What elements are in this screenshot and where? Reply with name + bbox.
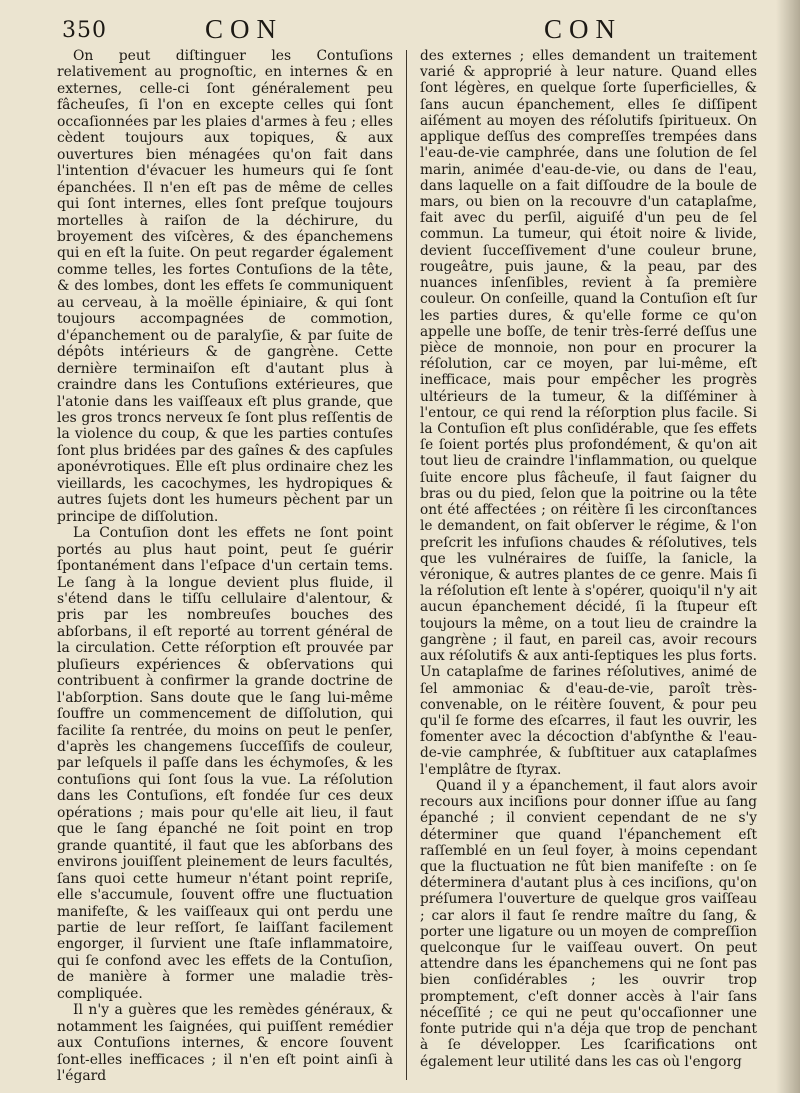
left-running-head: CON [205, 14, 284, 44]
paragraph: des externes ; elles demandent un traitement varié & approprié à leur nature. Quand elles ſont légères, en quelque ſorte ſuperficielles, & ſans aucun épanchement, elles ſe diſſipent aiſément au moyen des réſolutifs ſpiritueux. On applique deſſus des compreſſes trempées dans l'eau-de-vie camphrée, dans une ſolution de ſel marin, animée d'eau-de-vie, ou dans de l'eau, dans laquelle on a fait diſſoudre de la boule de mars, ou bien on la recouvre d'un cataplaſme, fait avec du perſil, aiguiſé d'un peu de ſel commun. La tumeur, qui étoit noire & livide, devient ſucceſſivement d'une couleur brune, rougeâtre, puis jaune, & la peau, par des nuances inſenſibles, revient à ſa première couleur. On conſeille, quand la Contuſion eſt ſur les parties dures, & qu'elle forme ce qu'on appelle une boſſe, de tenir très-ſerré deſſus une pièce de monnoie, non pour en procurer la réſolution, car ce moyen, par lui-même, eſt inefficace, mais pour empêcher les progrès ultérieurs de la tumeur, & la diſſéminer à l'entour, ce qui rend la réſorption plus facile. Si la Contuſion eſt plus conſidérable, que ſes effets ſe ſoient portés plus profondément, & qu'on ait tout lieu de craindre l'inflammation, ou quelque ſuite encore plus fâcheuſe, il faut ſaigner du bras ou du pied, ſelon que la poitrine ou la tête ont été affectées ; on réitère ſi les circonſtances le demandent, on fait obſerver le régime, & l'on preſcrit les infuſions chaudes & réſolutives, tels que les vulnéraires de ſuiſſe, la ſanicle, la véronique, & autres plantes de ce genre. Mais ſi la réſolution eſt lente à s'opérer, quoiqu'il n'y ait aucun épanchement décidé, ſi la ſtupeur eſt toujours la même, on a tout lieu de craindre la gangrène ; il faut, en pareil cas, avoir recours aux réſolutifs & aux anti-ſeptiques les plus forts. Un cataplaſme de farines réſolutives, animé de ſel ammoniac & d'eau-de-vie, paroît très-convenable, on le réitère ſouvent, & pour peu qu'il ſe forme des eſcarres, il faut les ouvrir, les fomenter avec la décoction d'abſynthe & l'eau-de-vie camphrée, & ſubſtituer aux cataplaſmes l'emplâtre de ſtyrax. [420, 48, 757, 778]
paragraph: Il n'y a guères que les remèdes généraux, & notamment les ſaignées, qui puiſſent remédier aux Contuſions internes, & encore ſouvent ſont-elles inefficaces ; il n'en eſt point ainſi à l'égard [57, 1002, 393, 1085]
paragraph: On peut diſtinguer les Contuſions relativement au prognoſtic, en internes & en externes, celle-ci ſont généralement peu fâcheuſes, ſi l'on en excepte celles qui ſont occaſionnées par les plaies d'armes à feu ; elles cèdent toujours aux topiques, & aux ouvertures bien ménagées qu'on fait dans l'intention d'évacuer les humeurs qui ſe ſont épanchées. Il n'en eſt pas de même de celles qui ſont internes, elles ſont preſque toujours mortelles à raiſon de la déchirure, du broyement des viſcères, & des épanchemens qui en eſt la ſuite. On peut regarder également comme telles, les fortes Contuſions de la tête, & des lombes, dont les effets ſe communiquent au cerveau, à la moëlle épiniaire, & qui ſont toujours accompagnées de commotion, d'épanchement ou de paralyſie, & par ſuite de dépôts intérieurs & de gangrène. Cette dernière terminaiſon eſt d'autant plus à craindre dans les Contuſions extérieures, que l'atonie dans les vaiſſeaux eſt plus grande, que les gros troncs nerveux ſe ſont plus reſſentis de la violence du coup, & que les parties contuſes ſont plus bridées par des gaînes & des capſules aponévrotiques. Elle eſt plus ordinaire chez les vieillards, les cacochymes, les hydropiques & autres ſujets dont les humeurs pèchent par un principe de diſſolution. [57, 48, 393, 525]
page-header [0, 14, 800, 48]
right-running-head: CON [544, 14, 623, 44]
page-number: 350 [62, 18, 107, 43]
paragraph: La Contuſion dont les effets ne ſont point portés au plus haut point, peut ſe guérir ſpontanément dans l'eſpace d'un certain tems. Le ſang à la longue devient plus fluide, il s'étend dans le tiſſu cellulaire d'alentour, & pris par les nombreuſes bouches des abſorbans, il eſt reporté au torrent général de la circulation. Cette réſorption eſt prouvée par pluſieurs expériences & obſervations qui contribuent à confirmer la grande doctrine de l'abſorption. Sans doute que le ſang lui-même ſouffre un commencement de diſſolution, qui facilite ſa rentrée, du moins on peut le penſer, d'après les changemens ſucceſſifs de couleur, par leſquels il paſſe dans les échymoſes, & les contuſions qui ſont ſous la vue. La réſolution dans les Contuſions, eſt fondée ſur ces deux opérations ; mais pour qu'elle ait lieu, il faut que le ſang épanché ne ſoit point en trop grande quantité, il faut que les abſorbans des environs jouiſſent pleinement de leurs facultés, ſans quoi cette humeur n'étant point repriſe, elle s'accumule, ſouvent offre une fluctuation manifeſte, & les vaiſſeaux qui ont perdu une partie de leur reſſort, ſe laiſſant facilement engorger, il ſurvient une ſtaſe inflammatoire, qui ſe confond avec les effets de la Contuſion, de manière à former une maladie très-compliquée. [57, 525, 393, 1002]
paragraph: Quand il y a épanchement, il faut alors avoir recours aux inciſions pour donner iſſue au ſang épanché ; il convient cependant de ne s'y déterminer que quand l'épanchement eſt raſſemblé en un ſeul foyer, à moins cependant que la fluctuation ne fût bien manifeſte : on ſe déterminera d'autant plus à ces inciſions, qu'on préſumera l'ouverture de quelque gros vaiſſeau ; car alors il faut ſe rendre maître du ſang, & porter une ligature ou un moyen de compreſſion quelconque ſur le vaiſſeau ouvert. On peut attendre dans les épanchemens qui ne ſont pas bien conſidérables ; les ouvrir trop promptement, c'eſt donner accès à l'air ſans néceſſité ; ce qui ne peut qu'occaſionner une fonte putride qui n'a déja que trop de penchant à ſe développer. Les ſcarifications ont également leur utilité dans les cas où l'engorg [420, 777, 757, 1070]
page-edge-shadow [776, 0, 800, 1093]
right-column [420, 48, 757, 1070]
left-column [57, 48, 393, 1085]
column-divider [406, 50, 407, 1080]
